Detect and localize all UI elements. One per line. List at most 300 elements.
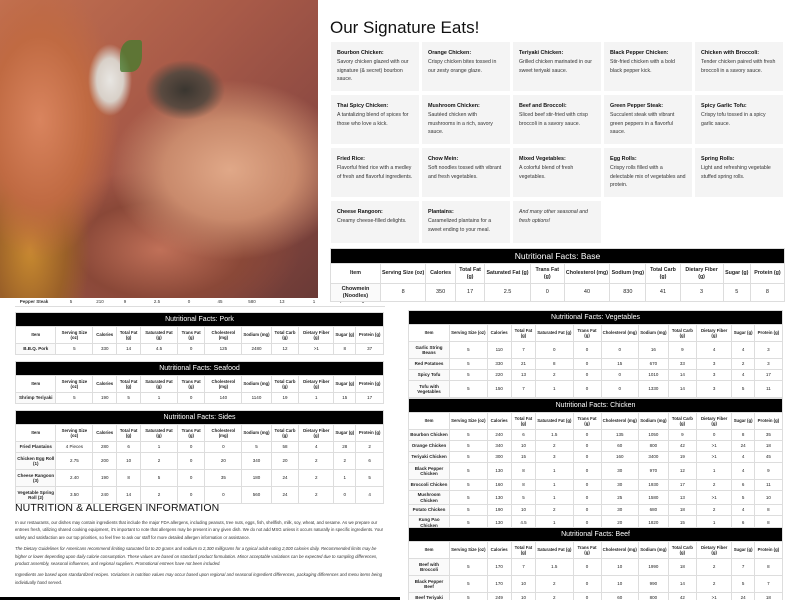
table-cell: 1 bbox=[536, 491, 573, 505]
table-cell: 17 bbox=[668, 480, 696, 491]
table-cell: 5 bbox=[450, 593, 487, 600]
table-row bbox=[409, 359, 783, 370]
column-header: Sodium (mg) bbox=[638, 325, 668, 342]
column-header: Saturated Fat (g) bbox=[141, 327, 178, 344]
menu-card-description: Sliced beef stir-fried with crisp broccoli in a savory sauce. bbox=[519, 111, 588, 127]
menu-card-name: Mushroom Chicken: bbox=[428, 103, 480, 109]
table-cell: 2 bbox=[299, 470, 334, 487]
table-cell: 560 bbox=[242, 487, 271, 504]
column-header: Sugar (g) bbox=[723, 264, 750, 284]
table-cell: 5 bbox=[450, 381, 487, 398]
table-cell: 0 bbox=[530, 284, 564, 302]
menu-card-description: A tantalizing blend of spices for those who love a kick. bbox=[337, 111, 409, 127]
table-cell: 42 bbox=[668, 593, 696, 600]
table-cell: >1 bbox=[696, 452, 732, 463]
table-cell: 8 bbox=[754, 559, 782, 576]
item-name-cell: Shrimp Teriyaki bbox=[16, 393, 56, 404]
column-header: Item bbox=[409, 325, 450, 342]
column-header: Serving Size (oz) bbox=[450, 325, 487, 342]
garnish-leaf bbox=[120, 40, 142, 72]
table-cell: 2 bbox=[696, 480, 732, 491]
item-name-cell: Beef with Broccoli bbox=[409, 559, 450, 576]
table-cell: 1 bbox=[141, 442, 178, 453]
table-cell: 5 bbox=[450, 441, 487, 452]
table-cell: 0 bbox=[187, 299, 191, 304]
menu-card-description: Soft noodles tossed with vibrant and fresh vegetables. bbox=[428, 164, 502, 180]
table-cell: 0 bbox=[205, 487, 242, 504]
table-cell: 340 bbox=[487, 441, 511, 452]
column-header: Protein (g) bbox=[356, 327, 384, 344]
table-row bbox=[331, 284, 785, 302]
table-cell: 4.5 bbox=[511, 516, 535, 530]
table-cell: 240 bbox=[93, 487, 117, 504]
table-row bbox=[409, 463, 783, 480]
column-header: Sugar (g) bbox=[334, 376, 356, 393]
item-name-cell: Fried Plantains bbox=[16, 442, 56, 453]
table-cell: 13 bbox=[511, 370, 535, 381]
table-title: Nutritional Facts: Base bbox=[331, 249, 785, 264]
table-cell: 41 bbox=[646, 284, 680, 302]
table-cell: 9 bbox=[754, 463, 782, 480]
item-name-cell: B.B.Q. Pork bbox=[16, 344, 56, 355]
table-cell: 180 bbox=[242, 470, 271, 487]
table-cell: >1 bbox=[696, 491, 732, 505]
menu-card bbox=[695, 148, 783, 197]
table-cell: 150 bbox=[487, 381, 511, 398]
table-cell: 24 bbox=[271, 487, 299, 504]
table-cell: 680 bbox=[638, 505, 668, 516]
table-cell: 3 bbox=[696, 381, 732, 398]
item-name-cell: Spicy Tofu bbox=[409, 370, 450, 381]
table-cell: 15 bbox=[511, 452, 535, 463]
menu-card-name: Spicy Garlic Tofu: bbox=[701, 103, 747, 109]
table-cell: 35 bbox=[754, 430, 782, 441]
table-cell: 1 bbox=[299, 393, 334, 404]
table-cell: 2 bbox=[536, 505, 573, 516]
table-cell: 20 bbox=[271, 453, 299, 470]
table-cell: 190 bbox=[93, 393, 117, 404]
table-cell: 3 bbox=[696, 370, 732, 381]
table-cell: 35 bbox=[205, 470, 242, 487]
table-cell: 37 bbox=[356, 344, 384, 355]
column-header: Protein (g) bbox=[750, 264, 784, 284]
table-cell: 1 bbox=[312, 299, 316, 304]
table-cell: 0 bbox=[536, 342, 573, 359]
table-cell: 60 bbox=[601, 441, 638, 452]
table-cell: 7 bbox=[511, 381, 535, 398]
menu-card bbox=[331, 148, 419, 197]
table-cell: 8 bbox=[536, 359, 573, 370]
table-cell: 5 bbox=[450, 452, 487, 463]
menu-card bbox=[331, 201, 419, 243]
table-cell: 12 bbox=[271, 344, 299, 355]
table-cell: 16 bbox=[638, 342, 668, 359]
table-cell: 5 bbox=[242, 442, 271, 453]
table-cell: 8 bbox=[754, 516, 782, 530]
table-cell: 0 bbox=[573, 430, 601, 441]
nutrition-table-sides bbox=[15, 410, 384, 504]
column-header: Cholesterol (mg) bbox=[601, 325, 638, 342]
menu-card-description: Stir-fried chicken with a bold black pepper kick. bbox=[610, 58, 675, 74]
column-header: Saturated Fat (g) bbox=[485, 264, 530, 284]
table-row bbox=[409, 381, 783, 398]
table-cell: 130 bbox=[487, 491, 511, 505]
menu-card-description: Crispy tofu tossed in a spicy garlic sauce. bbox=[701, 111, 766, 127]
column-header: Calories bbox=[487, 542, 511, 559]
column-header: Sodium (mg) bbox=[242, 327, 271, 344]
table-cell: 14 bbox=[117, 487, 141, 504]
table-cell: 190 bbox=[487, 505, 511, 516]
menu-card bbox=[695, 95, 783, 144]
table-title: Nutritional Facts: Pork bbox=[16, 313, 384, 327]
column-header: Total Carb (g) bbox=[271, 376, 299, 393]
table-cell: 5 bbox=[117, 393, 141, 404]
table-cell: 8 bbox=[511, 463, 535, 480]
table-cell: 200 bbox=[93, 453, 117, 470]
table-cell: 580 bbox=[248, 299, 256, 304]
table-cell: 2 bbox=[299, 453, 334, 470]
nutrition-table-seafood bbox=[15, 361, 384, 404]
table-cell: 0 bbox=[573, 342, 601, 359]
table-cell: 2.40 bbox=[56, 470, 93, 487]
column-header: Item bbox=[16, 425, 56, 442]
column-header: Calories bbox=[93, 376, 117, 393]
table-cell: 5 bbox=[450, 480, 487, 491]
table-cell: 1330 bbox=[638, 381, 668, 398]
table-row bbox=[409, 430, 783, 441]
table-cell: 249 bbox=[487, 593, 511, 600]
table-cell: 0 bbox=[573, 576, 601, 593]
column-header: Total Carb (g) bbox=[668, 413, 696, 430]
table-cell: 3 bbox=[680, 284, 723, 302]
table-cell: 1 bbox=[536, 381, 573, 398]
table-cell: 9 bbox=[123, 299, 127, 304]
table-cell: 12 bbox=[668, 463, 696, 480]
dietary-guidelines-paragraph: The Dietary Guidelines for Americans recommend limiting saturated fat to 20 grams and sodium to 2,300 milligrams for a typical adult eating 2,000 calories daily. Recommended limits may be higher or lower depending upon daily calorie consumption. These values are based on standard product formulation. Minor acceptable variations can be expected due to sampling differences, product assembly, seasonal influences, and regional suppliers. Promotional entrees have not been included. bbox=[15, 546, 378, 567]
nutrition-table-chicken bbox=[408, 398, 783, 530]
table-cell: 5 bbox=[450, 505, 487, 516]
menu-card bbox=[422, 201, 510, 243]
table-cell: 40 bbox=[564, 284, 609, 302]
column-header: Dietary Fiber (g) bbox=[299, 425, 334, 442]
column-header: Total Fat (g) bbox=[117, 327, 141, 344]
table-cell: 4 bbox=[732, 505, 754, 516]
table-cell: 5 bbox=[450, 516, 487, 530]
table-cell: 15 bbox=[601, 359, 638, 370]
menu-card-name: Black Pepper Chicken: bbox=[610, 50, 669, 56]
table-cell: 1140 bbox=[242, 393, 271, 404]
nutrition-table-pork bbox=[15, 312, 384, 355]
table-cell: 4 bbox=[732, 452, 754, 463]
table-cell: 11 bbox=[754, 381, 782, 398]
item-name-cell: Orange Chicken bbox=[409, 441, 450, 452]
table-cell: 17 bbox=[455, 284, 485, 302]
table-cell: 10 bbox=[511, 505, 535, 516]
table-cell: 4 Pieces bbox=[56, 442, 93, 453]
column-header: Sodium (mg) bbox=[242, 376, 271, 393]
table-cell: 970 bbox=[638, 463, 668, 480]
table-cell: 0 bbox=[177, 487, 205, 504]
column-header: Protein (g) bbox=[754, 325, 782, 342]
table-cell: 18 bbox=[754, 441, 782, 452]
item-name-cell: Broccoli Chicken bbox=[409, 480, 450, 491]
item-name-cell: Cheese Rangoon (3) bbox=[16, 470, 56, 487]
menu-card bbox=[422, 95, 510, 144]
table-cell: 0 bbox=[177, 344, 205, 355]
menu-card bbox=[422, 148, 510, 197]
table-cell: 4.5 bbox=[141, 344, 178, 355]
table-cell: 340 bbox=[242, 453, 271, 470]
table-cell: 5 bbox=[723, 284, 750, 302]
table-cell: 160 bbox=[487, 480, 511, 491]
column-header: Sugar (g) bbox=[732, 542, 754, 559]
menu-card-description: Tender chicken paired with fresh broccoli in a savory sauce. bbox=[701, 58, 776, 74]
table-cell: 0 bbox=[177, 453, 205, 470]
column-header: Cholesterol (mg) bbox=[205, 425, 242, 442]
table-cell: 0 bbox=[573, 381, 601, 398]
table-cell: 135 bbox=[601, 430, 638, 441]
table-cell: 6 bbox=[356, 453, 384, 470]
table-title: Nutritional Facts: Beef bbox=[409, 528, 783, 542]
menu-card bbox=[513, 42, 601, 91]
table-cell: 5 bbox=[450, 430, 487, 441]
table-row bbox=[16, 487, 384, 504]
table-cell: 8 bbox=[732, 430, 754, 441]
column-header: Trans Fat (g) bbox=[177, 376, 205, 393]
table-cell: 1.5 bbox=[536, 559, 573, 576]
table-cell: 15 bbox=[334, 393, 356, 404]
menu-card bbox=[331, 95, 419, 144]
table-cell: 5 bbox=[732, 576, 754, 593]
table-cell: 8 bbox=[750, 284, 784, 302]
item-name-cell: Chowmein (Noodles) bbox=[331, 284, 381, 302]
table-row bbox=[16, 453, 384, 470]
table-cell: 2.5 bbox=[485, 284, 530, 302]
column-header: Trans Fat (g) bbox=[573, 413, 601, 430]
table-cell: 8 bbox=[511, 480, 535, 491]
table-cell: 1010 bbox=[638, 370, 668, 381]
item-name-cell: Bourbon Chicken bbox=[409, 430, 450, 441]
table-cell: 5 bbox=[450, 463, 487, 480]
table-cell: 170 bbox=[487, 559, 511, 576]
table-row bbox=[16, 442, 384, 453]
table-title: Nutritional Facts: Chicken bbox=[409, 399, 783, 413]
column-header: Saturated Fat (g) bbox=[536, 542, 573, 559]
table-cell: 5 bbox=[69, 299, 73, 304]
table-cell: 0 bbox=[573, 505, 601, 516]
table-cell: 14 bbox=[668, 381, 696, 398]
table-cell: 2 bbox=[696, 505, 732, 516]
table-cell: 2 bbox=[536, 370, 573, 381]
table-cell: 10 bbox=[511, 441, 535, 452]
table-cell: 280 bbox=[93, 442, 117, 453]
column-header: Trans Fat (g) bbox=[530, 264, 564, 284]
table-cell: 60 bbox=[601, 593, 638, 600]
table-cell: 220 bbox=[487, 370, 511, 381]
column-header: Total Fat (g) bbox=[117, 425, 141, 442]
column-header: Serving Size (oz) bbox=[450, 413, 487, 430]
column-header: Calories bbox=[487, 413, 511, 430]
table-cell: 830 bbox=[610, 284, 646, 302]
nutrition-allergen-info bbox=[15, 502, 385, 590]
table-cell: Pepper Steak bbox=[19, 299, 49, 304]
table-cell: 5 bbox=[356, 470, 384, 487]
column-header: Item bbox=[331, 264, 381, 284]
table-cell: 0 bbox=[334, 487, 356, 504]
table-row bbox=[409, 441, 783, 452]
table-cell: 2 bbox=[696, 559, 732, 576]
column-header: Dietary Fiber (g) bbox=[696, 325, 732, 342]
table-cell: 5 bbox=[56, 344, 93, 355]
table-cell: 1 bbox=[536, 463, 573, 480]
table-cell: 800 bbox=[638, 593, 668, 600]
table-cell: 10 bbox=[511, 593, 535, 600]
table-row bbox=[16, 344, 384, 355]
table-cell: 5 bbox=[511, 491, 535, 505]
table-cell: 20 bbox=[205, 453, 242, 470]
column-header: Sugar (g) bbox=[732, 413, 754, 430]
column-header: Total Carb (g) bbox=[668, 542, 696, 559]
column-header: Total Carb (g) bbox=[668, 325, 696, 342]
column-header: Serving Size (oz) bbox=[450, 542, 487, 559]
menu-card-name: Spring Rolls: bbox=[701, 156, 735, 162]
column-header: Protein (g) bbox=[356, 376, 384, 393]
table-title: Nutritional Facts: Seafood bbox=[16, 362, 384, 376]
table-cell: 190 bbox=[93, 470, 117, 487]
table-cell: 2 bbox=[356, 442, 384, 453]
table-cell: 330 bbox=[487, 359, 511, 370]
table-cell: 0 bbox=[601, 342, 638, 359]
column-header: Cholesterol (mg) bbox=[205, 376, 242, 393]
table-cell: 1.5 bbox=[536, 430, 573, 441]
menu-card-description: Flavorful fried rice with a medley of fresh and flavorful ingredients. bbox=[337, 164, 413, 180]
table-cell: 24 bbox=[732, 441, 754, 452]
table-row bbox=[409, 559, 783, 576]
table-cell: 5 bbox=[450, 342, 487, 359]
menu-card-name: Bourbon Chicken: bbox=[337, 50, 384, 56]
table-cell: 990 bbox=[638, 576, 668, 593]
item-name-cell: Mushroom Chicken bbox=[409, 491, 450, 505]
table-cell: >1 bbox=[696, 441, 732, 452]
table-cell: 300 bbox=[487, 452, 511, 463]
table-cell: 8 bbox=[117, 470, 141, 487]
nutrition-table-vegetables bbox=[408, 310, 783, 398]
table-cell: 25 bbox=[601, 491, 638, 505]
table-cell: 28 bbox=[334, 442, 356, 453]
item-name-cell: Vegetable Spring Roll (2) bbox=[16, 487, 56, 504]
table-cell: 1 bbox=[696, 516, 732, 530]
item-name-cell: Garlic String Beans bbox=[409, 342, 450, 359]
menu-card-description: A colorful blend of fresh vegetables. bbox=[519, 164, 574, 180]
table-cell: 45 bbox=[217, 299, 223, 304]
table-cell: 19 bbox=[668, 452, 696, 463]
item-name-cell: Red Potatoes bbox=[409, 359, 450, 370]
column-header: Dietary Fiber (g) bbox=[299, 376, 334, 393]
table-row bbox=[16, 470, 384, 487]
table-cell: 5 bbox=[450, 491, 487, 505]
table-title: Nutritional Facts: Sides bbox=[16, 411, 384, 425]
table-cell: 2 bbox=[141, 487, 178, 504]
table-cell: 4 bbox=[299, 442, 334, 453]
table-cell: 0 bbox=[573, 480, 601, 491]
menu-card-name: Egg Rolls: bbox=[610, 156, 637, 162]
table-cell: 11 bbox=[754, 480, 782, 491]
table-cell: >1 bbox=[696, 593, 732, 600]
table-row bbox=[409, 342, 783, 359]
column-header: Calories bbox=[93, 425, 117, 442]
table-cell: 4 bbox=[732, 463, 754, 480]
column-header: Dietary Fiber (g) bbox=[696, 413, 732, 430]
menu-card-name: Teriyaki Chicken: bbox=[519, 50, 564, 56]
column-header: Saturated Fat (g) bbox=[536, 413, 573, 430]
table-cell: 0 bbox=[696, 430, 732, 441]
table-cell: 10 bbox=[601, 559, 638, 576]
table-row bbox=[409, 452, 783, 463]
table-cell: 1990 bbox=[638, 559, 668, 576]
table-row bbox=[409, 576, 783, 593]
table-cell: 170 bbox=[487, 576, 511, 593]
table-cell: 330 bbox=[93, 344, 117, 355]
menu-card-description: Sautéed chicken with mushrooms in a rich, savory sauce. bbox=[428, 111, 493, 136]
table-row bbox=[409, 480, 783, 491]
table-cell: 18 bbox=[668, 505, 696, 516]
table-cell: 13 bbox=[668, 491, 696, 505]
table-cell: 7 bbox=[732, 559, 754, 576]
column-header: Serving Size (oz) bbox=[56, 425, 93, 442]
column-header: Total Carb (g) bbox=[271, 425, 299, 442]
table-cell: 15 bbox=[668, 516, 696, 530]
table-cell: 670 bbox=[638, 359, 668, 370]
hero-food-photo bbox=[0, 0, 318, 298]
table-cell: 6 bbox=[732, 516, 754, 530]
table-cell: 14 bbox=[117, 344, 141, 355]
column-header: Dietary Fiber (g) bbox=[696, 542, 732, 559]
column-header: Serving Size (oz) bbox=[56, 376, 93, 393]
table-cell: 0 bbox=[573, 593, 601, 600]
column-header: Item bbox=[409, 542, 450, 559]
table-cell: 10 bbox=[511, 576, 535, 593]
menu-card-name: Green Pepper Steak: bbox=[610, 103, 664, 109]
table-cell: 0 bbox=[177, 393, 205, 404]
ingredients-paragraph: Ingredients are based upon standardized recipes. Variations in nutrition values may occur based upon regional and seasonal ingredient differences, packaging differences and menu items being individually hand served. bbox=[15, 572, 382, 585]
table-cell: 6 bbox=[117, 442, 141, 453]
table-row bbox=[409, 505, 783, 516]
table-cell: 1050 bbox=[638, 430, 668, 441]
table-cell: 10 bbox=[117, 453, 141, 470]
column-header: Cholesterol (mg) bbox=[601, 413, 638, 430]
table-cell: 0 bbox=[573, 359, 601, 370]
table-cell: 30 bbox=[601, 480, 638, 491]
item-name-cell: Tofu with Vegetables bbox=[409, 381, 450, 398]
menu-card-name: Chicken with Broccoli: bbox=[701, 50, 760, 56]
table-cell: 110 bbox=[487, 342, 511, 359]
column-header: Sodium (mg) bbox=[242, 425, 271, 442]
table-row bbox=[409, 370, 783, 381]
column-header: Total Fat (g) bbox=[511, 542, 535, 559]
table-cell: 0 bbox=[205, 442, 242, 453]
table-cell: 800 bbox=[638, 441, 668, 452]
nutrition-table-base bbox=[330, 248, 785, 302]
table-title: Nutritional Facts: Vegetables bbox=[409, 311, 783, 325]
table-cell: 30 bbox=[601, 463, 638, 480]
column-header: Total Carb (g) bbox=[271, 327, 299, 344]
table-cell: 20 bbox=[601, 516, 638, 530]
item-name-cell: Potato Chicken bbox=[409, 505, 450, 516]
table-cell: 0 bbox=[573, 441, 601, 452]
column-header: Sugar (g) bbox=[334, 327, 356, 344]
column-header: Total Fat (g) bbox=[511, 325, 535, 342]
table-cell: 8 bbox=[334, 344, 356, 355]
